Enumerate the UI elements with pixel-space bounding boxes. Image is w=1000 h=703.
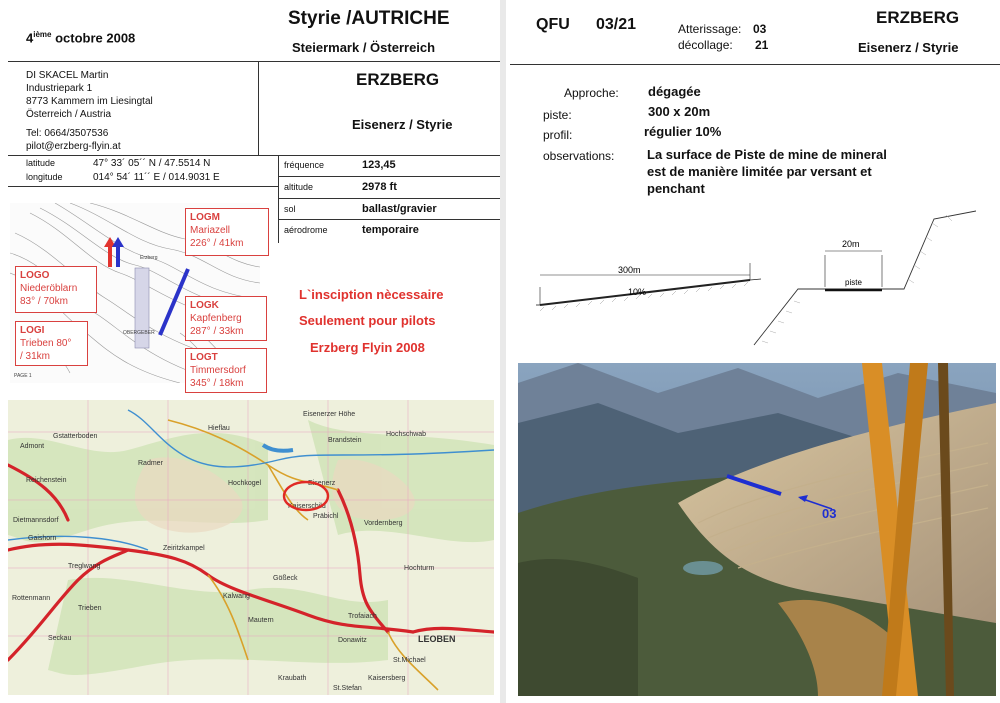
qfu-label: QFU	[536, 16, 570, 33]
notice-line: L`insciption nècessaire	[299, 287, 444, 302]
map-label: Admont	[20, 443, 45, 450]
map-label: LEOBEN	[418, 634, 456, 644]
airfield-town: Eisenerz / Styrie	[352, 117, 453, 132]
airfield-name: ERZBERG	[876, 8, 960, 27]
photo-runway-label: 03	[822, 506, 837, 521]
map-label: Trofaiach	[348, 613, 377, 620]
ground-value: ballast/gravier	[362, 203, 437, 215]
airport-name: Mariazell	[190, 225, 231, 236]
airport-code: LOGM	[190, 212, 220, 223]
map-label: Hieflau	[208, 425, 230, 432]
map-label: St.Michael	[393, 657, 426, 664]
map-label: Rottenmann	[12, 595, 51, 602]
longitudinal-profile	[536, 263, 761, 311]
section-width: 20m	[842, 239, 860, 249]
country-title: Styrie /AUTRICHE	[288, 8, 450, 29]
profile-value: régulier 10%	[644, 124, 722, 139]
map-label: Trieben	[78, 605, 102, 612]
airport-name: Trieben 80°	[20, 338, 72, 349]
svg-text:Erzberg: Erzberg	[140, 255, 158, 261]
cross-section	[754, 211, 976, 345]
region-subtitle: Steiermark / Österreich	[292, 40, 436, 55]
aerodrome-label: aérodrome	[284, 225, 328, 235]
map-label: Gstatterboden	[53, 433, 98, 440]
svg-text:PAGE 1: PAGE 1	[14, 373, 32, 379]
latitude-value: 47° 33´ 05´´ N / 47.5514 N	[93, 158, 211, 169]
map-label: Kraubath	[278, 675, 307, 682]
airport-code: LOGT	[190, 352, 218, 363]
address-line: Industriepark 1	[26, 83, 93, 94]
section-runway-label: piste	[845, 278, 862, 287]
map-label: Hochschwab	[386, 431, 427, 438]
altitude-label: altitude	[284, 182, 314, 192]
longitude-label: longitude	[26, 172, 63, 182]
address-line: Österreich / Austria	[26, 109, 112, 120]
airport-box-logi	[15, 321, 88, 366]
approach-label: Approche:	[564, 86, 619, 100]
longitude-value: 014° 54´ 11´´ E / 014.9031 E	[93, 172, 220, 183]
qfu-value: 03/21	[596, 16, 637, 33]
latitude-label: latitude	[26, 158, 56, 168]
address-line: 8773 Kammern im Liesingtal	[26, 96, 153, 107]
profile-slope: 10%	[628, 287, 647, 297]
observation-line: penchant	[647, 181, 705, 196]
map-label: Kaisersberg	[368, 675, 406, 682]
contact-address	[26, 69, 153, 153]
approach-value: dégagée	[648, 84, 701, 99]
airport-box-logk	[185, 296, 267, 341]
airport-bearing: 226° / 41km	[190, 238, 244, 249]
map-label: Dietmannsdorf	[13, 517, 59, 524]
runway-label: piste:	[543, 108, 572, 122]
airport-code: LOGO	[20, 270, 50, 281]
map-label: Reichenstein	[26, 477, 67, 484]
road-map	[8, 400, 494, 695]
airfield-name: ERZBERG	[356, 70, 440, 89]
map-label: Eisenerzer Höhe	[303, 411, 356, 418]
map-label: Donawitz	[338, 637, 367, 644]
map-label: Seckau	[48, 635, 72, 642]
airport-box-logt	[185, 348, 267, 393]
airport-name: Timmersdorf	[190, 365, 246, 376]
notice-line: Erzberg Flyin 2008	[310, 340, 425, 355]
takeoff-value: 21	[755, 38, 769, 52]
landing-value: 03	[753, 22, 767, 36]
observation-line: est de manière limitée par versant et	[647, 164, 872, 179]
aerial-photo	[518, 363, 996, 696]
frequency-label: fréquence	[284, 160, 325, 170]
airport-code: LOGI	[20, 325, 45, 336]
airport-name: Kapfenberg	[190, 313, 242, 324]
map-label: Zeiritzkampel	[163, 545, 205, 552]
aerodrome-value: temporaire	[362, 224, 419, 236]
runway-profile-diagram	[536, 205, 976, 350]
map-label: Gaishorn	[28, 535, 57, 542]
ground-label: sol	[284, 204, 296, 214]
profile-label: profil:	[543, 128, 573, 142]
address-line: DI SKACEL Martin	[26, 70, 109, 81]
observation-line: La surface de Piste de mine de mineral	[647, 147, 887, 162]
map-label: Treglwang	[68, 563, 101, 570]
altitude-value: 2978 ft	[362, 181, 397, 193]
airport-bearing: 83° / 70km	[20, 296, 68, 307]
takeoff-label: décollage:	[678, 38, 733, 52]
frequency-value: 123,45	[362, 159, 396, 171]
profile-length: 300m	[618, 265, 641, 275]
airport-code: LOGK	[190, 300, 219, 311]
map-label: Kaiserschild	[288, 503, 326, 510]
map-label: Brandstein	[328, 437, 362, 444]
map-label: Eisenerz	[308, 480, 336, 487]
date: 4ième octobre 2008	[26, 30, 136, 46]
phone: Tel: 0664/3507536	[26, 128, 109, 139]
airport-bearing: 345° / 18km	[190, 378, 244, 389]
observations-label: observations:	[543, 149, 615, 163]
map-label: Kalwang	[223, 593, 250, 600]
airport-bearing: 287° / 33km	[190, 326, 244, 337]
svg-text:OBERGEBER: OBERGEBER	[123, 330, 155, 336]
airport-bearing: / 31km	[20, 351, 51, 362]
map-label: St.Stefan	[333, 685, 362, 692]
map-label: Hochturm	[404, 565, 435, 572]
landing-label: Atterissage:	[678, 22, 742, 36]
map-label: Gößeck	[273, 575, 298, 582]
airport-name: Niederöblarn	[20, 283, 78, 294]
airport-box-logm	[185, 208, 269, 256]
map-label: Präbichl	[313, 513, 339, 520]
map-label: Radmer	[138, 460, 163, 467]
airfield-town: Eisenerz / Styrie	[858, 40, 959, 55]
map-label: Mautern	[248, 617, 274, 624]
observations-text	[647, 146, 887, 197]
notice-line: Seulement pour pilots	[299, 313, 436, 328]
runway-value: 300 x 20m	[648, 104, 711, 119]
email: pilot@erzberg-flyin.at	[26, 141, 121, 152]
map-label: Vordernberg	[364, 520, 403, 527]
map-label: Hochkogel	[228, 480, 262, 487]
airport-box-logo	[15, 266, 97, 313]
right-page	[506, 0, 1000, 703]
